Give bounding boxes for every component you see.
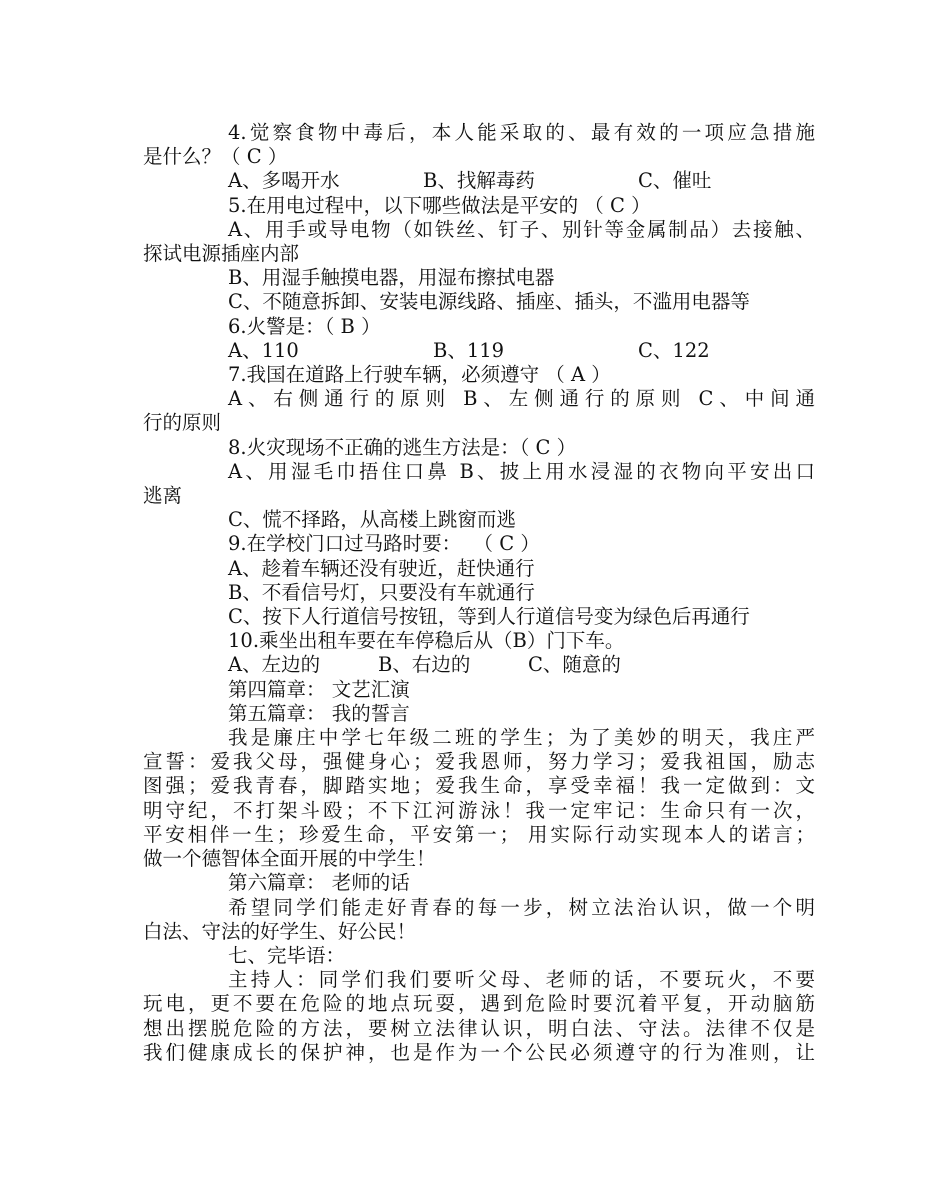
q10-question: 10.乘坐出租车要在车停稳后从（B）门下车。 bbox=[228, 629, 625, 653]
document-page bbox=[143, 121, 815, 1065]
oath-line: 平安相伴一生；珍爱生命，平安第一； 用实际行动实现本人的诺言； bbox=[143, 822, 815, 846]
q6-option-a: A、110 bbox=[228, 338, 299, 362]
q7-question: 7.我国在道路上行驶车辆，必须遵守 （ A ） bbox=[228, 363, 611, 387]
q7-options-line2: 行的原则 bbox=[143, 411, 222, 435]
q9-option-c: C、按下人行道信号按钮，等到人行道信号变为绿色后再通行 bbox=[228, 605, 750, 629]
teacher-words-line: 白法、守法的好学生、好公民！ bbox=[143, 919, 417, 943]
closing-line: 想出摆脱危险的方法，要树立法律认识，明白法、守法。法律不仅是 bbox=[143, 1016, 815, 1040]
q5-option-c: C、不随意拆卸、安装电源线路、插座、插头，不滥用电器等 bbox=[228, 290, 750, 314]
q7-options-line1: A、右侧通行的原则 B、左侧通行的原则 C、中间通 bbox=[228, 387, 815, 411]
q8-question: 8.火灾现场不正确的逃生方法是：（ C ） bbox=[228, 435, 577, 459]
oath-line: 我是廉庄中学七年级二班的学生；为了美妙的明天，我庄严 bbox=[228, 726, 815, 750]
q5-option-a-line2: 探试电源插座内部 bbox=[143, 242, 300, 266]
q9-question: 9.在学校门口过马路时要： （ C ） bbox=[228, 532, 540, 556]
q5-question: 5.在用电过程中，以下哪些做法是平安的 （ C ） bbox=[228, 193, 651, 217]
q10-option-a: A、左边的 bbox=[228, 653, 321, 677]
q6-option-c: C、122 bbox=[638, 338, 710, 362]
q10-options bbox=[143, 653, 815, 677]
teacher-words-line: 希望同学们能走好青春的每一步，树立法治认识，做一个明 bbox=[228, 895, 815, 919]
q8-options-line1: A、用湿毛巾捂住口鼻 B、披上用水浸湿的衣物向平安出口 bbox=[228, 459, 815, 483]
oath-line: 明守纪，不打架斗殴；不下江河游泳！我一定牢记：生命只有一次， bbox=[143, 798, 815, 822]
q4-line2: 是什么？（ C ） bbox=[143, 145, 288, 169]
q8-option-c: C、慌不择路，从高楼上跳窗而逃 bbox=[228, 508, 516, 532]
q5-option-b: B、用湿手触摸电器，用湿布擦拭电器 bbox=[228, 266, 555, 290]
q4-options bbox=[143, 169, 815, 193]
q4-option-c: C、催吐 bbox=[638, 169, 712, 193]
q9-option-a: A、趁着车辆还没有驶近，赶快通行 bbox=[228, 556, 535, 580]
q6-option-b: B、119 bbox=[433, 338, 505, 362]
q10-option-b: B、右边的 bbox=[378, 653, 471, 677]
q8-options-line2: 逃离 bbox=[143, 484, 183, 508]
chapter4-heading: 第四篇章： 文艺汇演 bbox=[228, 677, 410, 701]
q4-line1: 4.觉察食物中毒后，本人能采取的、最有效的一项应急措施 bbox=[228, 121, 815, 144]
q5-option-a-line1: A、用手或导电物（如铁丝、钉子、别针等金属制品）去接触、 bbox=[228, 217, 815, 241]
closing-line: 我们健康成长的保护神，也是作为一个公民必须遵守的行为准则，让 bbox=[143, 1040, 815, 1064]
section7-heading: 七、完毕语： bbox=[228, 943, 346, 967]
closing-line: 主持人：同学们我们要听父母、老师的话，不要玩火，不要 bbox=[228, 968, 815, 992]
oath-line: 图强；爱我青春，脚踏实地；爱我生命，享受幸福！我一定做到：文 bbox=[143, 774, 815, 798]
q6-question: 6.火警是：（ B ） bbox=[228, 314, 381, 338]
q10-option-c: C、随意的 bbox=[528, 653, 621, 677]
chapter6-heading: 第六篇章： 老师的话 bbox=[228, 871, 410, 895]
q4-option-b: B、找解毒药 bbox=[423, 169, 535, 193]
q4-option-a: A、多喝开水 bbox=[228, 169, 340, 193]
chapter5-heading: 第五篇章： 我的誓言 bbox=[228, 701, 410, 725]
oath-line: 做一个德智体全面开展的中学生！ bbox=[143, 847, 436, 871]
q6-options bbox=[143, 339, 815, 363]
closing-line: 玩电，更不要在危险的地点玩耍，遇到危险时要沉着平复，开动脑筋 bbox=[143, 992, 815, 1016]
oath-line: 宣誓：爱我父母，强健身心；爱我恩师，努力学习；爱我祖国，励志 bbox=[143, 750, 815, 774]
q9-option-b: B、不看信号灯，只要没有车就通行 bbox=[228, 580, 535, 604]
